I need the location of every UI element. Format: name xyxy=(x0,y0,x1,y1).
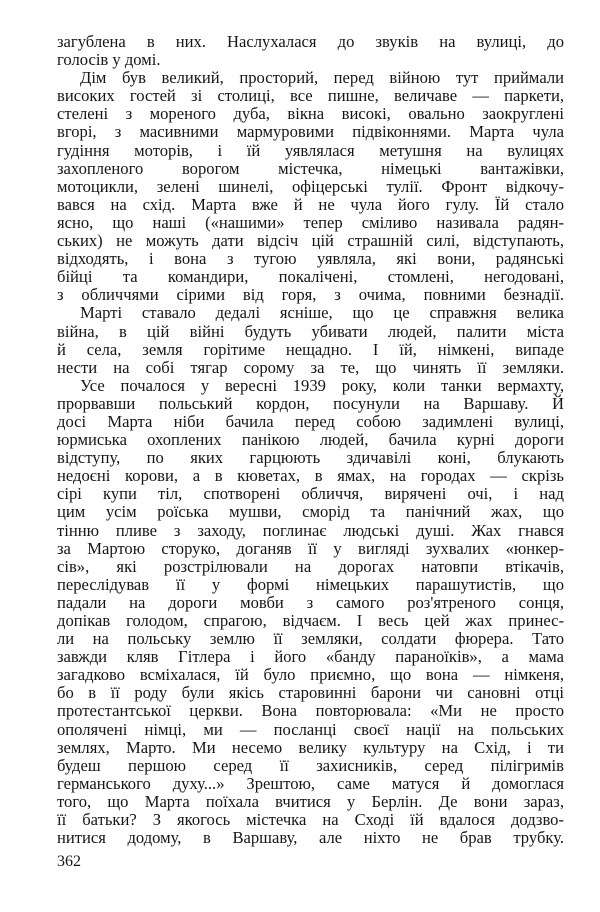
text-line: сірі купи тіл, спотворені обличчя, вирячені очі, і над xyxy=(57,484,564,504)
text-line: високих гостей зі столиці, все пишне, величаве — паркети, xyxy=(57,86,564,106)
text-line: за Мартою сторуко, доганяв її у вигляді зухвалих «юнкер- xyxy=(57,538,564,558)
text-line: германського духу...» Зрештою, саме матуся й домоглася xyxy=(57,773,564,793)
text-line: того, що Марта поїхала вчитися у Берлін. Де вони зараз, xyxy=(57,791,564,811)
text-line: ли на польську землю її земляки, солдати фюрера. Тато xyxy=(57,629,564,649)
text-line: недоєні корови, а в кюветах, в ямах, на городах — скрізь xyxy=(57,466,564,486)
text-line: бійці та командири, покалічені, стомлені, негодовані, xyxy=(57,267,564,287)
text-line: вгорі, з масивними мармуровими підвіконнями. Марта чула xyxy=(57,122,564,142)
text-line: вався на схід. Марта вже й не чула його гулу. Їй стало xyxy=(57,194,564,214)
text-line: загадково всміхалася, їй було приємно, що вона — німкеня, xyxy=(57,665,564,685)
text-line: загублена в них. Наслухалася до звуків на вулиці, до xyxy=(57,32,564,51)
text-line: допікав голодом, спрагою, відчаєм. І весь цей жах принес- xyxy=(57,611,564,630)
text-line: війна, в цій війні будуть убивати людей, палити міста xyxy=(57,321,564,341)
text-line: Дім був великий, просторий, перед війною тут приймали xyxy=(80,68,564,88)
text-line: падали на дороги мовби з самого роз'ятреного сонця, xyxy=(57,592,564,612)
text-line: стелені з мореного дуба, вікна високі, овально заокруглені xyxy=(57,104,564,124)
text-line: відходять, і вона з тугою уявляла, які вони, радянські xyxy=(57,249,564,269)
text-line: прорвавши польський кордон, посунули на Варшаву. Й xyxy=(57,393,564,413)
text-line: її батьки? З якогось містечка на Сході їй вдалося додзво- xyxy=(57,810,564,830)
page-body-text xyxy=(57,33,564,847)
text-line: нести на собі тягар сорому за те, що чинять її земляки. xyxy=(57,357,564,377)
text-line: Усе почалося у вересні 1939 року, коли танки вермахту, xyxy=(80,375,564,395)
text-line: цим усім роїська мушви, сморід та панічний жах, що xyxy=(57,502,564,522)
text-line: відступу, по яких гарцюють здичавілі коні, блукають xyxy=(57,448,564,468)
text-line: землях, Марто. Ми несемо велику культуру на Схід, і ти xyxy=(57,737,564,757)
text-line: мотоцикли, зелені шинелі, офіцерські тулії. Фронт відкочу- xyxy=(57,176,564,196)
text-line: захопленого ворогом містечка, німецькі вантажівки, xyxy=(57,158,564,178)
text-line: Марті ставало дедалі ясніше, що це справжня велика xyxy=(80,303,564,323)
page-number: 362 xyxy=(57,853,81,870)
text-line: завжди кляв Гітлера і його «банду параноїків», а мама xyxy=(57,647,564,667)
text-line: бо в її роду були якісь старовинні барони чи сановні отці xyxy=(57,683,564,703)
text-line: переслідував її у формі німецьких парашутистів, що xyxy=(57,574,564,594)
text-line: ополячені німці, ми — посланці своєї нації на польських xyxy=(57,719,564,739)
text-line: будеш першою серед її захисників, серед пілігримів xyxy=(57,755,564,775)
text-line: ясно, що наші («нашими» тепер сміливо називала радян- xyxy=(57,212,564,232)
text-line: юрмиська охоплених панікою людей, бачила курні дороги xyxy=(57,430,564,450)
text-line: ських) не можуть дати відсіч цій страшній силі, відступають, xyxy=(57,231,564,251)
text-line: гудіння моторів, і їй уявлялася метушня на вулицях xyxy=(57,140,564,160)
text-line: досі Марта ніби бачила перед собою задимлені вулиці, xyxy=(57,411,564,431)
text-line: сів», які розстрілювали на дорогах натовпи втікачів, xyxy=(57,556,564,576)
text-line: нитися додому, в Варшаву, але ніхто не брав трубку. xyxy=(57,828,564,848)
text-line: з обличчями сірими від горя, з очима, повними безнадії. xyxy=(57,285,564,305)
text-line: тінню пливе з заходу, поглинає людські душі. Жах гнався xyxy=(57,520,564,540)
text-line: й села, земля горітиме нещадно. І їй, німкені, випаде xyxy=(57,339,564,359)
text-line: протестантської церкви. Вона повторювала: «Ми не просто xyxy=(57,701,564,721)
text-line: голосів у домі. xyxy=(57,50,161,70)
